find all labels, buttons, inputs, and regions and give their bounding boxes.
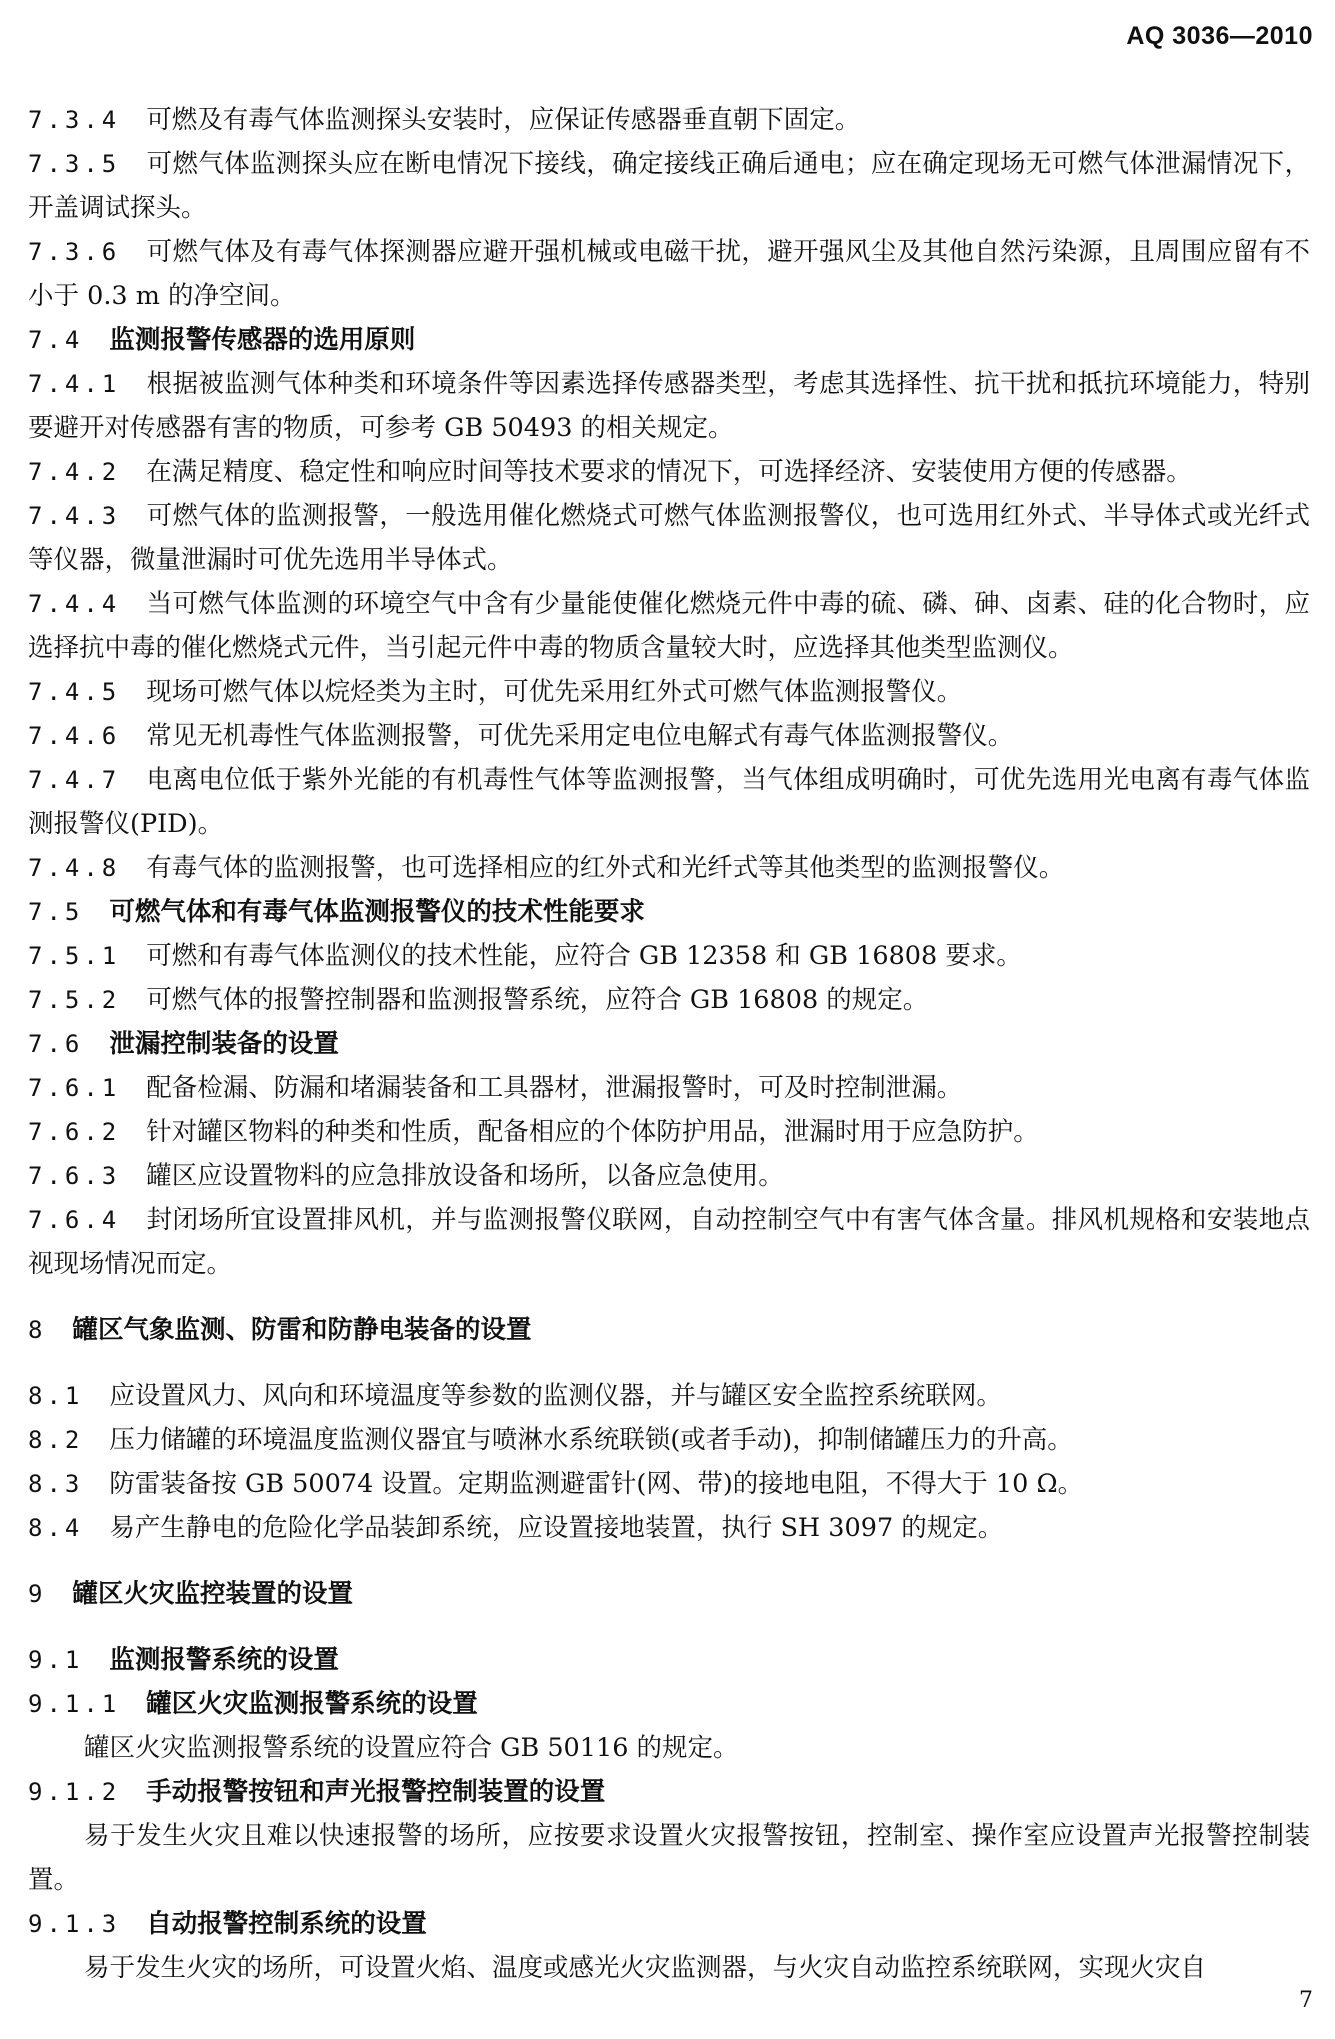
clause-text: 配备检漏、防漏和堵漏装备和工具器材，泄漏报警时，可及时控制泄漏。 [146,1073,963,1103]
clause-number: 7.3.6 [28,238,121,266]
section-heading [28,1308,1310,1352]
paragraph [28,670,1310,714]
paragraph [28,98,1310,142]
section-heading [28,1770,1310,1814]
clause-number: 7.4.4 [28,590,121,618]
paragraph [28,142,1310,230]
clause-text: 可燃气体的报警控制器和监测报警系统，应符合 GB 16808 的规定。 [146,985,929,1015]
clause-text: 可燃及有毒气体监测探头安装时，应保证传感器垂直朝下固定。 [146,105,861,135]
clause-text: 自动报警控制系统的设置 [146,1909,427,1939]
document-body [28,98,1310,1990]
clause-text: 应设置风力、风向和环境温度等参数的监测仪器，并与罐区安全监控系统联网。 [109,1381,1002,1411]
clause-number: 9.1 [28,1646,84,1674]
paragraph [28,1506,1310,1550]
clause-text: 根据被监测气体种类和环境条件等因素选择传感器类型，考虑其选择性、抗干扰和抵抗环境能力，特别要避开对传感器有害的物质，可参考 GB 50493 的相关规定。 [28,369,1310,443]
clause-text: 电离电位低于紫外光能的有机毒性气体等监测报警，当气体组成明确时，可优先选用光电离有毒气体监测报警仪(PID)。 [28,765,1310,839]
clause-text: 可燃和有毒气体监测仪的技术性能，应符合 GB 12358 和 GB 16808 要求。 [146,941,1022,971]
clause-text: 常见无机毒性气体监测报警，可优先采用定电位电解式有毒气体监测报警仪。 [146,721,1014,751]
clause-text: 监测报警系统的设置 [109,1645,339,1675]
clause-text: 罐区火灾监控装置的设置 [72,1579,353,1609]
standard-code-header: AQ 3036—2010 [1126,22,1313,50]
clause-number: 8.2 [28,1426,84,1454]
clause-number: 7.3.4 [28,106,121,134]
clause-text: 现场可燃气体以烷烃类为主时，可优先采用红外式可燃气体监测报警仪。 [146,677,963,707]
section-heading [28,1572,1310,1616]
paragraph [28,1726,1310,1770]
clause-number: 7.4.8 [28,854,121,882]
clause-number: 7.5 [28,898,84,926]
clause-number: 7.6 [28,1030,84,1058]
clause-number: 7.5.1 [28,942,121,970]
clause-text: 在满足精度、稳定性和响应时间等技术要求的情况下，可选择经济、安装使用方便的传感器。 [146,457,1192,487]
paragraph [28,1814,1310,1902]
clause-text: 监测报警传感器的选用原则 [109,325,416,355]
clause-text: 可燃气体监测探头应在断电情况下接线，确定接线正确后通电；应在确定现场无可燃气体泄漏情况下，开盖调试探头。 [28,149,1310,223]
clause-number: 9 [28,1580,47,1608]
clause-number: 7.3.5 [28,150,121,178]
clause-text: 罐区应设置物料的应急排放设备和场所，以备应急使用。 [146,1161,784,1191]
paragraph [28,714,1310,758]
clause-number: 7.4.6 [28,722,121,750]
clause-number: 7.6.2 [28,1118,121,1146]
paragraph [28,1462,1310,1506]
paragraph [28,1110,1310,1154]
paragraph [28,494,1310,582]
clause-text: 泄漏控制装备的设置 [109,1029,339,1059]
page-number: 7 [1299,1988,1313,2013]
paragraph [28,450,1310,494]
clause-text: 罐区火灾监测报警系统的设置应符合 GB 50116 的规定。 [84,1733,739,1763]
clause-text: 可燃气体及有毒气体探测器应避开强机械或电磁干扰，避开强风尘及其他自然污染源，且周围应留有不小于 0.3 m 的净空间。 [28,237,1310,311]
clause-text: 封闭场所宜设置排风机，并与监测报警仪联网，自动控制空气中有害气体含量。排风机规格和安装地点视现场情况而定。 [28,1205,1310,1279]
section-heading [28,890,1310,934]
clause-text: 易于发生火灾且难以快速报警的场所，应按要求设置火灾报警按钮，控制室、操作室应设置声光报警控制装置。 [28,1821,1310,1895]
clause-number: 7.4.2 [28,458,121,486]
section-heading [28,1022,1310,1066]
clause-text: 罐区火灾监测报警系统的设置 [146,1689,478,1719]
clause-number: 7.4.3 [28,502,121,530]
clause-text: 手动报警按钮和声光报警控制装置的设置 [146,1777,606,1807]
paragraph [28,758,1310,846]
clause-text: 当可燃气体监测的环境空气中含有少量能使催化燃烧元件中毒的硫、磷、砷、卤素、硅的化合物时，应选择抗中毒的催化燃烧式元件，当引起元件中毒的物质含量较大时，应选择其他类型监测仪。 [28,589,1310,663]
clause-number: 9.1.2 [28,1778,121,1806]
clause-number: 8.3 [28,1470,84,1498]
clause-number: 7.4.1 [28,370,121,398]
clause-number: 8.1 [28,1382,84,1410]
paragraph [28,1154,1310,1198]
paragraph [28,1418,1310,1462]
paragraph [28,230,1310,318]
clause-number: 7.6.1 [28,1074,121,1102]
clause-number: 7.5.2 [28,986,121,1014]
clause-text: 可燃气体的监测报警，一般选用催化燃烧式可燃气体监测报警仪，也可选用红外式、半导体式或光纤式等仪器，微量泄漏时可优先选用半导体式。 [28,501,1310,575]
clause-number: 8 [28,1316,47,1344]
clause-text: 易于发生火灾的场所，可设置火焰、温度或感光火灾监测器，与火灾自动监控系统联网，实现火灾自 [84,1953,1207,1983]
clause-text: 防雷装备按 GB 50074 设置。定期监测避雷针(网、带)的接地电阻，不得大于 10 Ω。 [109,1469,1084,1499]
paragraph [28,1198,1310,1286]
clause-number: 7.4 [28,326,84,354]
clause-number: 9.1.1 [28,1690,121,1718]
paragraph [28,1946,1310,1990]
clause-number: 9.1.3 [28,1910,121,1938]
clause-text: 有毒气体的监测报警，也可选择相应的红外式和光纤式等其他类型的监测报警仪。 [146,853,1065,883]
section-heading [28,318,1310,362]
clause-text: 罐区气象监测、防雷和防静电装备的设置 [72,1315,532,1345]
section-heading [28,1682,1310,1726]
clause-text: 压力储罐的环境温度监测仪器宜与喷淋水系统联锁(或者手动)，抑制储罐压力的升高。 [109,1425,1073,1455]
paragraph [28,362,1310,450]
clause-text: 可燃气体和有毒气体监测报警仪的技术性能要求 [109,897,645,927]
clause-number: 7.6.3 [28,1162,121,1190]
paragraph [28,582,1310,670]
paragraph [28,978,1310,1022]
clause-number: 8.4 [28,1514,84,1542]
paragraph [28,934,1310,978]
paragraph [28,846,1310,890]
paragraph [28,1374,1310,1418]
paragraph [28,1066,1310,1110]
clause-number: 7.6.4 [28,1206,121,1234]
clause-number: 7.4.7 [28,766,121,794]
clause-text: 针对罐区物料的种类和性质，配备相应的个体防护用品，泄漏时用于应急防护。 [146,1117,1039,1147]
clause-number: 7.4.5 [28,678,121,706]
section-heading [28,1638,1310,1682]
section-heading [28,1902,1310,1946]
clause-text: 易产生静电的危险化学品装卸系统，应设置接地装置，执行 SH 3097 的规定。 [109,1513,1004,1543]
